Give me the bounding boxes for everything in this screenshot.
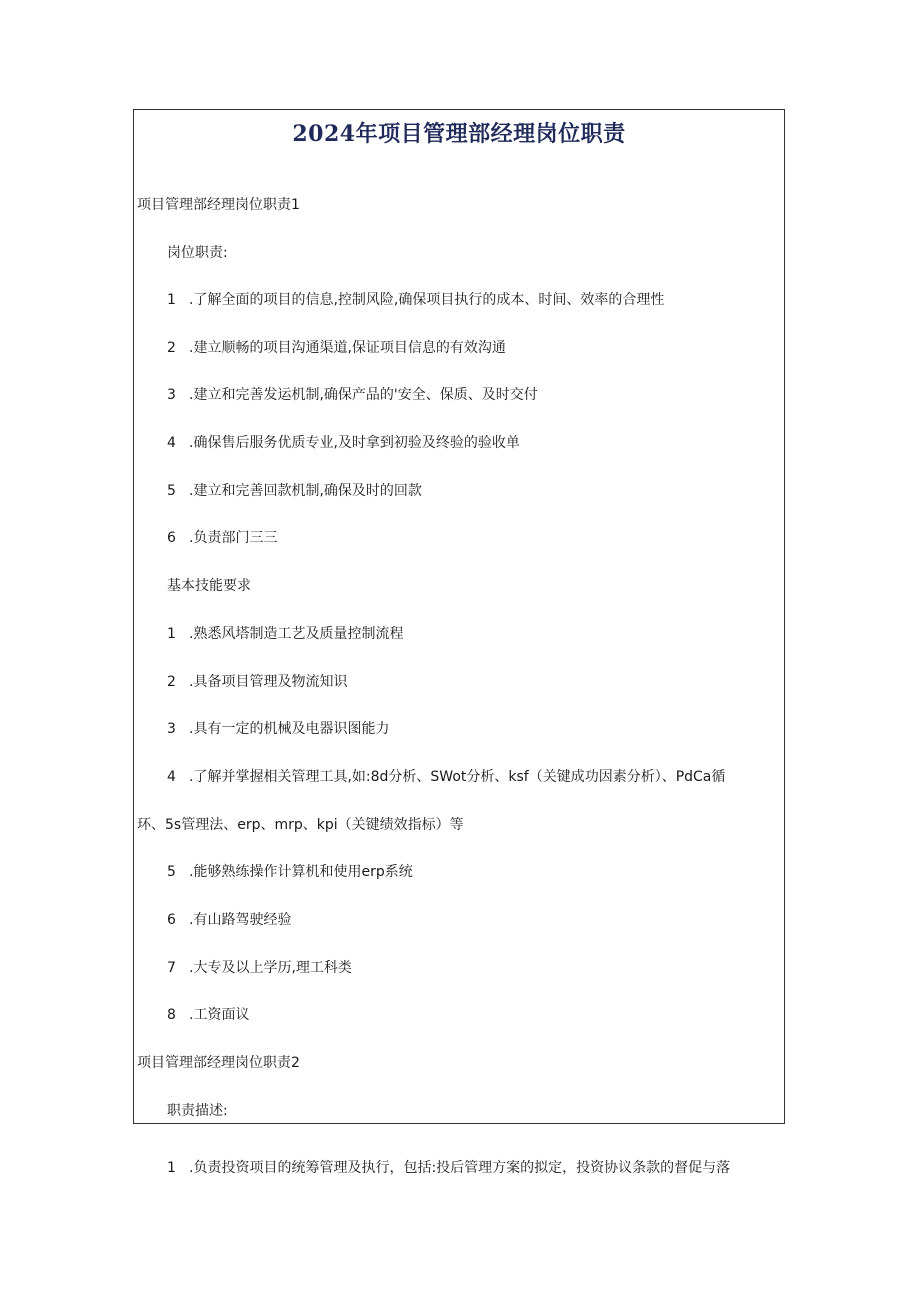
item-text: .大专及以上学历,理工科类 — [189, 960, 352, 976]
duties-label: 岗位职责: — [167, 245, 228, 261]
skill-item — [167, 672, 347, 692]
item-text: .建立顺畅的项目沟通渠道,保证项目信息的有效沟通 — [189, 340, 506, 356]
section-heading: 项目管理部经理岗位职责1 — [137, 197, 300, 213]
item-text: .了解全面的项目的信息,控制风险,确保项目执行的成本、时间、效率的合理性 — [189, 292, 665, 308]
item-text: .能够熟练操作计算机和使用erp系统 — [189, 864, 413, 880]
item-number: 4 — [167, 435, 176, 451]
item-number: 1 — [167, 1160, 176, 1176]
section-heading: 项目管理部经理岗位职责2 — [137, 1055, 300, 1071]
skill-item — [167, 910, 291, 930]
duty-item — [167, 433, 520, 453]
skill-item — [167, 958, 352, 978]
item-number: 1 — [167, 292, 176, 308]
duty-item — [167, 481, 422, 501]
item-number: 5 — [167, 864, 176, 880]
skill-item — [167, 862, 413, 882]
item-text: .建立和完善发运机制,确保产品的'安全、保质、及时交付 — [189, 387, 538, 403]
item-number: 5 — [167, 483, 176, 499]
skill-item — [167, 624, 403, 644]
item-text: .有山路驾驶经验 — [189, 912, 292, 928]
item-text: .负责投资项目的统筹管理及执行，包括:投后管理方案的拟定，投资协议条款的督促与落 — [189, 1160, 731, 1176]
item-number: 2 — [167, 340, 176, 356]
duty-item — [167, 290, 664, 310]
item-number: 6 — [167, 912, 176, 928]
item-text: .具有一定的机械及电器识图能力 — [189, 721, 390, 737]
item-number: 8 — [167, 1007, 176, 1023]
item-text: .负责部门三三 — [189, 530, 278, 546]
item-number: 3 — [167, 387, 176, 403]
skill-item-continuation: 环、5s管理法、erp、mrp、kpi（关键绩效指标）等 — [137, 817, 464, 833]
item-number: 6 — [167, 530, 176, 546]
document-title: 2024年项目管理部经理岗位职责 — [292, 121, 626, 147]
item-text: .具备项目管理及物流知识 — [189, 674, 348, 690]
skill-item — [167, 767, 725, 787]
item-text: .了解并掌握相关管理工具,如:8d分析、SWot分析、ksf（关键成功因素分析）、PdCa循 — [189, 769, 726, 785]
item-text: .熟悉风塔制造工艺及质量控制流程 — [189, 626, 404, 642]
item-text: .工资面议 — [189, 1007, 250, 1023]
item-text: .建立和完善回款机制,确保及时的回款 — [189, 483, 422, 499]
duties-label: 职责描述: — [167, 1103, 228, 1119]
skill-item — [167, 1005, 249, 1025]
item-text: .确保售后服务优质专业,及时拿到初验及终验的验收单 — [189, 435, 520, 451]
skills-label: 基本技能要求 — [167, 578, 251, 594]
item-number: 7 — [167, 960, 176, 976]
item-number: 1 — [167, 626, 176, 642]
item-number: 2 — [167, 674, 176, 690]
skill-item — [167, 719, 389, 739]
duty-item — [167, 338, 506, 358]
duty-item — [167, 1158, 730, 1178]
duty-item — [167, 385, 538, 405]
item-number: 4 — [167, 769, 176, 785]
duty-item — [167, 528, 277, 548]
item-number: 3 — [167, 721, 176, 737]
